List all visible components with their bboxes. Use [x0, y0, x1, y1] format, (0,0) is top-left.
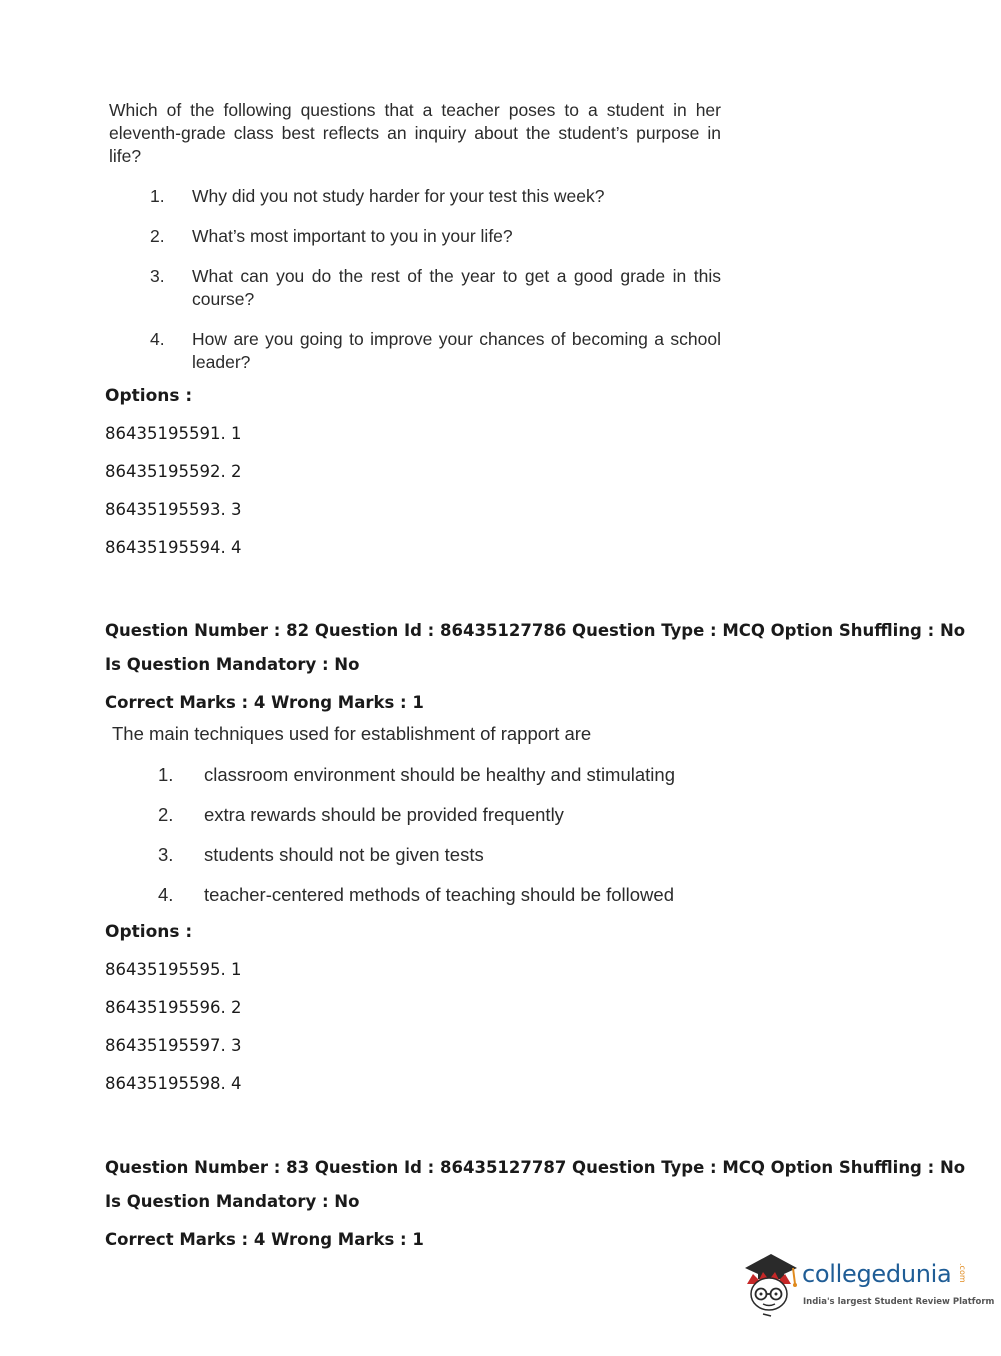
q82-meta-line-1: Question Number : 82 Question Id : 86435127786 Question Type : MCQ Option Shuffling : No — [105, 621, 966, 640]
q81-option-3: 86435195593. 3 — [105, 500, 242, 519]
q83-meta-line-1: Question Number : 83 Question Id : 86435127787 Question Type : MCQ Option Shuffling : No — [105, 1158, 966, 1177]
q82-item-text: extra rewards should be provided frequently — [204, 804, 564, 825]
mascot-icon — [741, 1248, 801, 1318]
q82-item-text: teacher-centered methods of teaching should be followed — [204, 884, 674, 905]
q82-option-4: 86435195598. 4 — [105, 1074, 242, 1093]
q81-item-text: What can you do the rest of the year to get a good grade in this course? — [192, 266, 721, 309]
q81-item-text: How are you going to improve your chances of becoming a school leader? — [192, 329, 721, 372]
q81-option-2: 86435195592. 2 — [105, 462, 242, 481]
logo-wordmark: collegedunia — [802, 1260, 952, 1288]
q82-item-number: 2. — [158, 804, 174, 825]
q81-options-label: Options : — [105, 386, 193, 406]
q81-option-4: 86435195594. 4 — [105, 538, 242, 557]
q81-item-number: 3. — [150, 266, 165, 286]
q81-item-text: What’s most important to you in your life? — [192, 226, 513, 246]
q81-item-number: 4. — [150, 329, 165, 349]
q82-meta-line-2: Is Question Mandatory : No — [105, 655, 360, 674]
q81-item-number: 1. — [150, 186, 165, 206]
q82-meta-line-3: Correct Marks : 4 Wrong Marks : 1 — [105, 693, 424, 712]
q81-item-number: 2. — [150, 226, 165, 246]
logo-tagline: India's largest Student Review Platform — [803, 1297, 995, 1307]
q82-option-2: 86435195596. 2 — [105, 998, 242, 1017]
q82-item-text: classroom environment should be healthy and stimulating — [204, 764, 675, 785]
q83-meta-line-2: Is Question Mandatory : No — [105, 1192, 360, 1211]
q83-meta-line-3: Correct Marks : 4 Wrong Marks : 1 — [105, 1230, 424, 1249]
q82-options-label: Options : — [105, 922, 193, 942]
q82-item-number: 4. — [158, 884, 174, 905]
q81-item-text: Why did you not study harder for your test this week? — [192, 186, 605, 206]
collegedunia-logo — [741, 1248, 995, 1318]
q81-stem: Which of the following questions that a teacher poses to a student in her eleventh-grade class best reflects an inquiry about the student’s purpose in life? — [109, 100, 721, 166]
q82-stem: The main techniques used for establishment of rapport are — [112, 723, 592, 744]
q82-item-text: students should not be given tests — [204, 844, 484, 865]
q82-item-number: 1. — [158, 764, 174, 785]
q82-option-1: 86435195595. 1 — [105, 960, 242, 979]
logo-tld: .com — [958, 1263, 967, 1283]
q82-item-number: 3. — [158, 844, 174, 865]
q81-option-1: 86435195591. 1 — [105, 424, 242, 443]
q82-option-3: 86435195597. 3 — [105, 1036, 242, 1055]
